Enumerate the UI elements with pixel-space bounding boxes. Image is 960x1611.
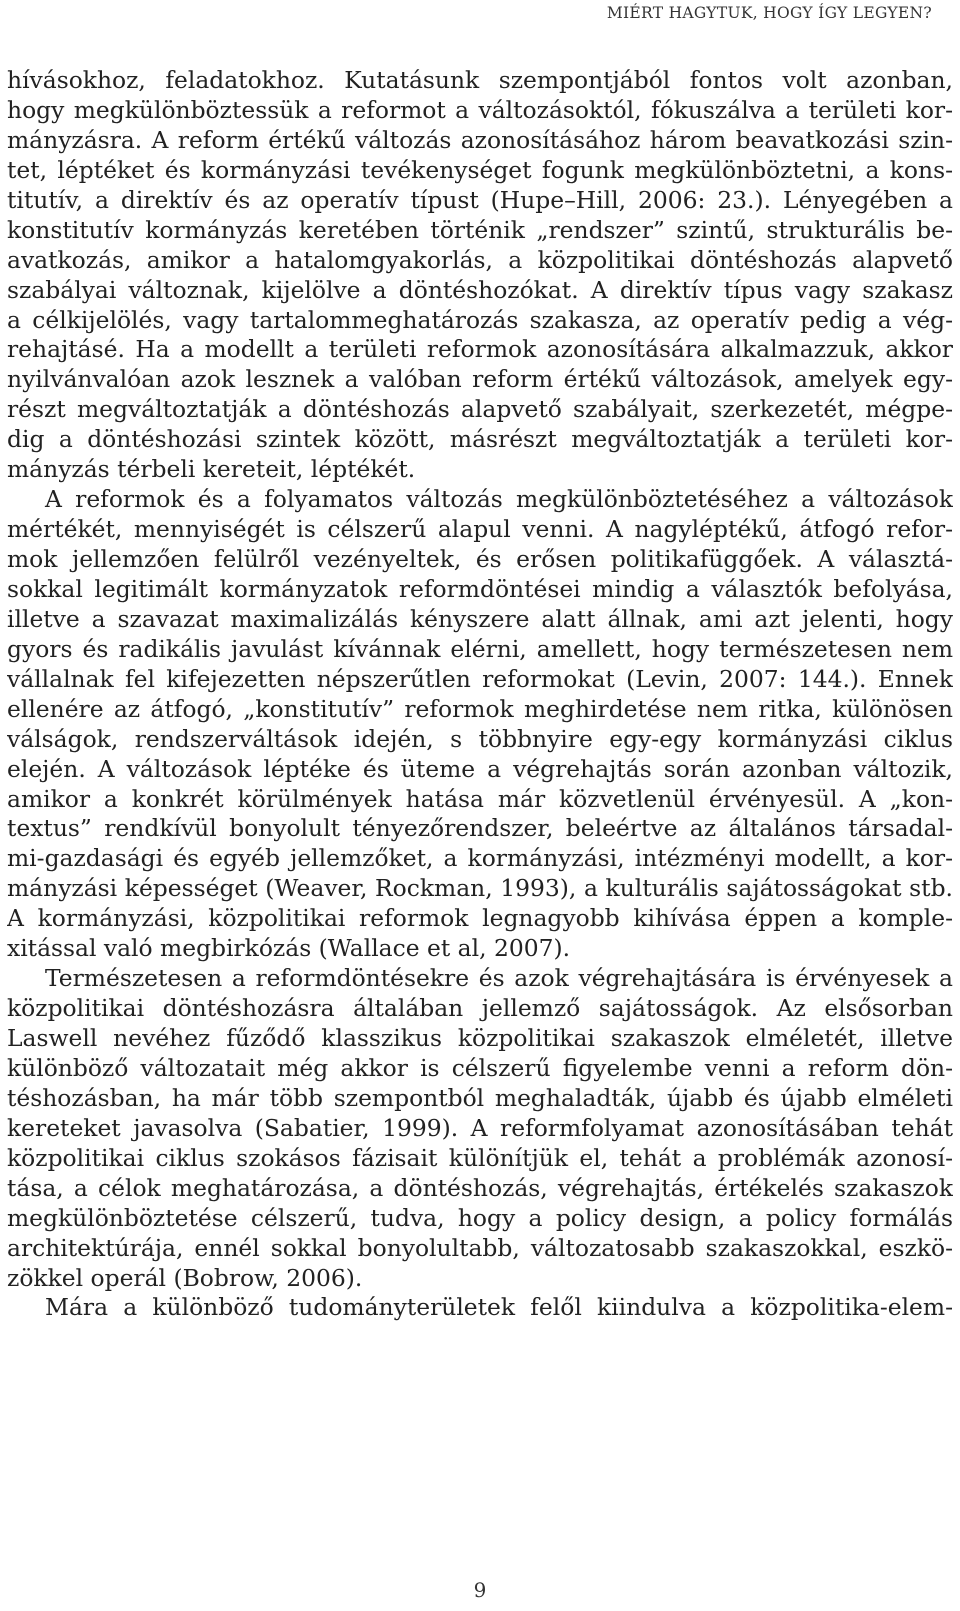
text-line: ellenére az átfogó, „konstitutív” reformok meghirdetése nem ritka, különösen (7, 694, 953, 723)
text-line: mányzás térbeli kereteit, léptékét. (7, 455, 416, 484)
text-line: szabályai változnak, kijelölve a döntéshozókat. A direktív típus vagy szakasz (7, 275, 953, 304)
text-line: avatkozás, amikor a hatalomgyakorlás, a közpolitikai döntéshozás alapvető (7, 245, 953, 274)
text-line: vállalnak fel kifejezetten népszerűtlen reformokat (Levin, 2007: 144.). Ennek (7, 664, 953, 693)
text-line: sokkal legitimált kormányzatok reformdöntései mindig a választók befolyása, (7, 574, 953, 603)
text-line: válságok, rendszerváltások idején, s többnyire egy-egy kormányzási ciklus (7, 724, 953, 753)
text-line: Mára a különböző tudományterületek felől kiindulva a közpolitika-elem- (45, 1293, 953, 1322)
running-header: MIÉRT HAGYTUK, HOGY ÍGY LEGYEN? (606, 4, 932, 22)
text-line: konstitutív kormányzás keretében történik „rendszer” szintű, strukturális be- (7, 215, 953, 244)
text-line: textus” rendkívül bonyolult tényezőrendszer, beleértve az általános társadal- (7, 814, 953, 843)
text-line: mok jellemzően felülről vezényeltek, és erősen politikafüggőek. A választá- (7, 545, 953, 573)
text-line: amikor a konkrét körülmények hatása már közvetlenül érvényesül. A „kon- (7, 784, 953, 813)
text-line: hívásokhoz, feladatokhoz. Kutatásunk szempontjából fontos volt azonban, (7, 66, 953, 94)
text-line: nyilvánvalóan azok lesznek a valóban reform értékű változások, amelyek egy- (7, 365, 953, 394)
text-line: különböző változatait még akkor is célszerű figyelembe venni a reform dön- (7, 1053, 953, 1082)
text-line: a célkijelölés, vagy tartalommeghatározás szakasza, az operatív pedig a vég- (7, 305, 953, 334)
text-line: mértékét, mennyiségét is célszerű alapul venni. A nagyléptékű, átfogó refor- (7, 515, 953, 544)
text-line: tása, a célok meghatározása, a döntéshozás, végrehajtás, értékelés szakaszok (7, 1173, 953, 1202)
text-line: mányzásra. A reform értékű változás azonosításához három beavatkozási szin- (7, 125, 953, 154)
text-line: A kormányzási, közpolitikai reformok legnagyobb kihívása éppen a komple- (7, 904, 953, 933)
text-line: közpolitikai döntéshozásra általában jellemző sajátosságok. Az elsősorban (7, 994, 953, 1023)
text-line: megkülönböztetése célszerű, tudva, hogy a policy design, a policy formálás (7, 1203, 953, 1232)
text-line: A reformok és a folyamatos változás megkülönböztetéséhez a változások (45, 485, 953, 514)
text-line: Laswell nevéhez fűződő klasszikus közpolitikai szakaszok elméletét, illetve (7, 1024, 953, 1052)
text-line: közpolitikai ciklus szokásos fázisait különítjük el, tehát a problémák azonosí- (7, 1143, 953, 1172)
text-line: mányzási képességet (Weaver, Rockman, 1993), a kulturális sajátosságokat stb. (7, 874, 953, 903)
text-line: zökkel operál (Bobrow, 2006). (7, 1263, 363, 1292)
text-line: Természetesen a reformdöntésekre és azok végrehajtására is érvényesek a (45, 964, 953, 993)
text-line: xitással való megbirkózás (Wallace et al, 2007). (7, 934, 571, 963)
text-line: kereteket javasolva (Sabatier, 1999). A reformfolyamat azonosításában tehát (7, 1113, 953, 1142)
text-line: illetve a szavazat maximalizálás kényszere alatt állnak, ami azt jelenti, hogy (7, 604, 953, 633)
text-line: elején. A változások léptéke és üteme a végrehajtás során azonban változik, (7, 754, 953, 783)
page-number: 9 (473, 1578, 487, 1602)
body-text (7, 66, 953, 1323)
text-line: gyors és radikális javulást kívánnak elérni, amellett, hogy természetesen nem (7, 634, 953, 663)
text-line: mi-gazdasági és egyéb jellemzőket, a kormányzási, intézményi modellt, a kor- (7, 844, 953, 873)
text-line: hogy megkülönböztessük a reformot a változásoktól, fókuszálva a területi kor- (7, 95, 953, 124)
text-line: rehajtásé. Ha a modellt a területi reformok azonosítására alkalmazzuk, akkor (7, 335, 953, 364)
text-line: dig a döntéshozási szintek között, másrészt megváltoztatják a területi kor- (7, 425, 953, 454)
text-line: architektúrája, ennél sokkal bonyolultabb, változatosabb szakaszokkal, eszkö- (7, 1233, 953, 1262)
text-line: téshozásban, ha már több szempontból meghaladták, újabb és újabb elméleti (7, 1083, 953, 1112)
text-line: titutív, a direktív és az operatív típust (Hupe–Hill, 2006: 23.). Lényegében a (7, 185, 953, 214)
text-line: tet, léptéket és kormányzási tevékenységet fogunk megkülönböztetni, a kons- (7, 155, 953, 184)
text-line: részt megváltoztatják a döntéshozás alapvető szabályait, szerkezetét, mégpe- (7, 395, 953, 424)
